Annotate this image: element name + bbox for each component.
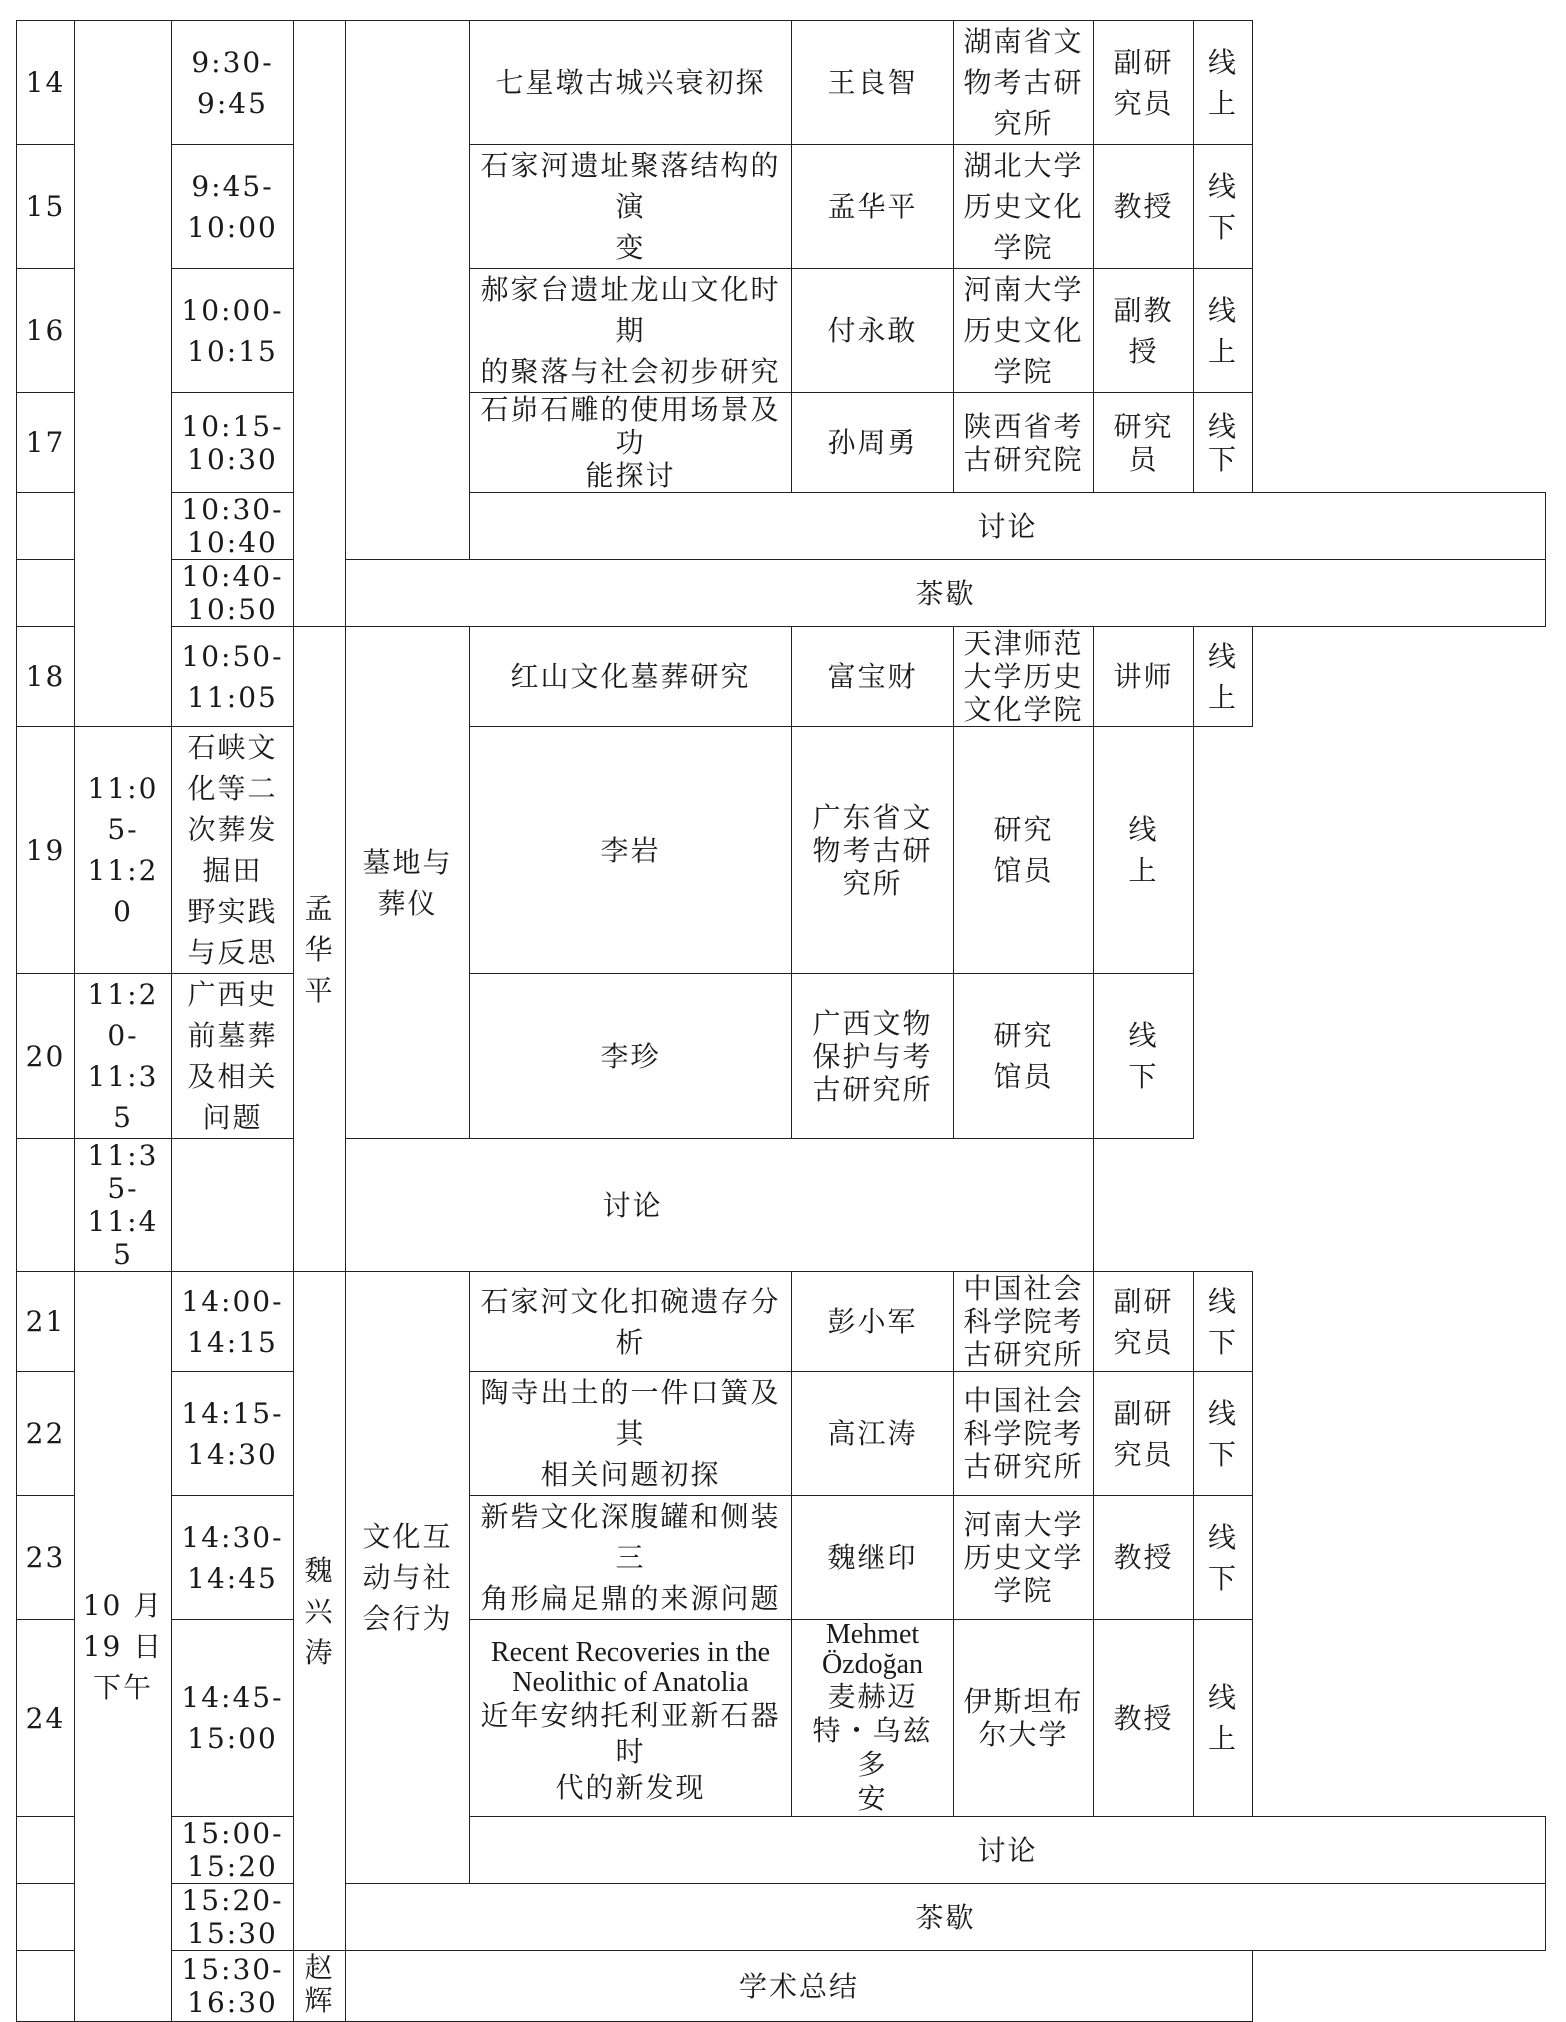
speaker: 李珍 [470,974,792,1139]
rank: 研究 员 [1094,393,1194,493]
row-number: 20 [17,974,75,1139]
row-number-empty [17,493,75,560]
mode: 线 下 [1194,1272,1253,1372]
talk-title: 石家河文化扣碗遗存分析 [470,1272,792,1372]
row-number: 16 [17,269,75,393]
discussion-cell: 讨论 [172,1139,1094,1272]
speaker: 高江涛 [792,1372,954,1496]
chair-cell-prev [294,21,346,627]
time-cell: 9:30- 9:45 [172,21,294,145]
time-cell: 10:15- 10:30 [172,393,294,493]
row-number: 21 [17,1272,75,1372]
institution: 湖北大学 历史文化 学院 [954,145,1094,269]
time-cell: 11:35- 11:45 [75,1139,172,1272]
rank: 教授 [1094,1496,1194,1620]
institution: 河南大学 历史文化 学院 [954,269,1094,393]
table-row [17,1951,1546,2022]
mode: 线 下 [1194,1372,1253,1496]
session-chair: 魏 兴 涛 [294,1272,346,1951]
time-cell: 14:00- 14:15 [172,1272,294,1372]
table-row [17,1139,1546,1272]
time-cell: 14:45- 15:00 [172,1620,294,1817]
institution: 陕西省考 古研究院 [954,393,1094,493]
row-number-empty [17,1884,75,1951]
institution: 天津师范 大学历史 文化学院 [954,627,1094,727]
table-row [17,627,1546,727]
speaker [792,1620,954,1817]
table-row [17,269,1546,393]
table-row [17,1817,1546,1884]
institution: 广西文物 保护与考 古研究所 [792,974,954,1139]
row-number: 15 [17,145,75,269]
time-cell: 10:00- 10:15 [172,269,294,393]
rank: 副研 究员 [1094,1272,1194,1372]
date-cell-morning [75,21,172,727]
speaker: 王良智 [792,21,954,145]
talk-title [470,1620,792,1817]
time-cell: 14:15- 14:30 [172,1372,294,1496]
schedule-table [16,20,1546,2022]
time-cell: 10:50- 11:05 [172,627,294,727]
mode: 线 下 [1194,1496,1253,1620]
talk-title: 郝家台遗址龙山文化时期 的聚落与社会初步研究 [470,269,792,393]
talk-title: 石家河遗址聚落结构的演 变 [470,145,792,269]
date-cell-afternoon: 10 月 19 日 下午 [75,1272,172,2022]
table-row [17,1372,1546,1496]
row-number: 23 [17,1496,75,1620]
table-row [17,560,1546,627]
row-number-empty [17,560,75,627]
session-topic: 墓地与 葬仪 [346,627,470,1139]
rank: 研究 馆员 [954,974,1094,1139]
institution: 河南大学 历史文学 学院 [954,1496,1094,1620]
discussion-cell: 讨论 [470,1817,1546,1884]
talk-title: 红山文化墓葬研究 [470,627,792,727]
session-chair: 赵 辉 [294,1951,346,2022]
speaker: 付永敢 [792,269,954,393]
time-cell: 15:30- 16:30 [172,1951,294,2022]
table-row [17,974,1546,1139]
rank: 教授 [1094,145,1194,269]
mode: 线 下 [1194,145,1253,269]
speaker: 孟华平 [792,145,954,269]
table-row [17,1496,1546,1620]
institution: 湖南省文 物考古研 究所 [954,21,1094,145]
institution: 中国社会 科学院考 古研究所 [954,1272,1094,1372]
talk-title-english: Recent Recoveries in the Neolithic of Anatolia [490,1637,771,1698]
talk-title-chinese: 近年安纳托利亚新石器时 代的新发现 [480,1699,781,1804]
table-row [17,393,1546,493]
time-cell: 11:05- 11:20 [75,727,172,974]
table-row [17,21,1546,145]
time-cell: 15:20- 15:30 [172,1884,294,1951]
rank: 副教 授 [1094,269,1194,393]
row-number: 22 [17,1372,75,1496]
rank: 教授 [1094,1620,1194,1817]
discussion-cell: 讨论 [470,493,1546,560]
rank: 研究 馆员 [954,727,1094,974]
speaker: 李岩 [470,727,792,974]
session-chair: 孟 华 平 [294,627,346,1272]
talk-title: 新砦文化深腹罐和侧装三 角形扁足鼎的来源问题 [470,1496,792,1620]
talk-title: 石峡文化等二次葬发掘田 野实践与反思 [172,727,294,974]
talk-title: 七星墩古城兴衰初探 [470,21,792,145]
summary-cell: 学术总结 [346,1951,1253,2022]
institution: 伊斯坦布 尔大学 [954,1620,1094,1817]
time-cell: 15:00- 15:20 [172,1817,294,1884]
time-cell: 11:20- 11:35 [75,974,172,1139]
speaker: 孙周勇 [792,393,954,493]
speaker-english: Mehmet Özdoğan [821,1619,924,1680]
institution: 广东省文 物考古研 究所 [792,727,954,974]
session-topic: 文化互 动与社 会行为 [346,1272,470,1884]
mode: 线 上 [1094,727,1194,974]
talk-title: 陶寺出土的一件口簧及其 相关问题初探 [470,1372,792,1496]
table-row [17,727,1546,974]
time-cell: 9:45- 10:00 [172,145,294,269]
table-row [17,1884,1546,1951]
row-number: 24 [17,1620,75,1817]
time-cell: 10:40- 10:50 [172,560,294,627]
row-number-empty [17,1139,75,1272]
rank: 讲师 [1094,627,1194,727]
table-row [17,145,1546,269]
row-number: 19 [17,727,75,974]
topic-cell-prev [346,21,470,560]
tea-break-cell: 茶歇 [346,1884,1546,1951]
mode: 线 上 [1194,21,1253,145]
speaker: 魏继印 [792,1496,954,1620]
mode: 线 下 [1194,393,1253,493]
row-number-empty [17,1817,75,1884]
table-row [17,1272,1546,1372]
rank: 副研 究员 [1094,21,1194,145]
mode: 线 下 [1094,974,1194,1139]
speaker: 富宝财 [792,627,954,727]
row-number: 14 [17,21,75,145]
time-cell: 10:30- 10:40 [172,493,294,560]
mode: 线 上 [1194,269,1253,393]
time-cell: 14:30- 14:45 [172,1496,294,1620]
talk-title: 广西史前墓葬及相关问题 [172,974,294,1139]
table-row [17,493,1546,560]
row-number-empty [17,1951,75,2022]
table-row [17,1620,1546,1817]
mode: 线 上 [1194,1620,1253,1817]
speaker: 彭小军 [792,1272,954,1372]
talk-title: 石峁石雕的使用场景及功 能探讨 [470,393,792,493]
row-number: 18 [17,627,75,727]
row-number: 17 [17,393,75,493]
institution: 中国社会 科学院考 古研究所 [954,1372,1094,1496]
mode: 线 上 [1194,627,1253,727]
tea-break-cell: 茶歇 [346,560,1546,627]
rank: 副研 究员 [1094,1372,1194,1496]
speaker-chinese: 麦赫迈 特・乌兹多 安 [812,1680,933,1815]
